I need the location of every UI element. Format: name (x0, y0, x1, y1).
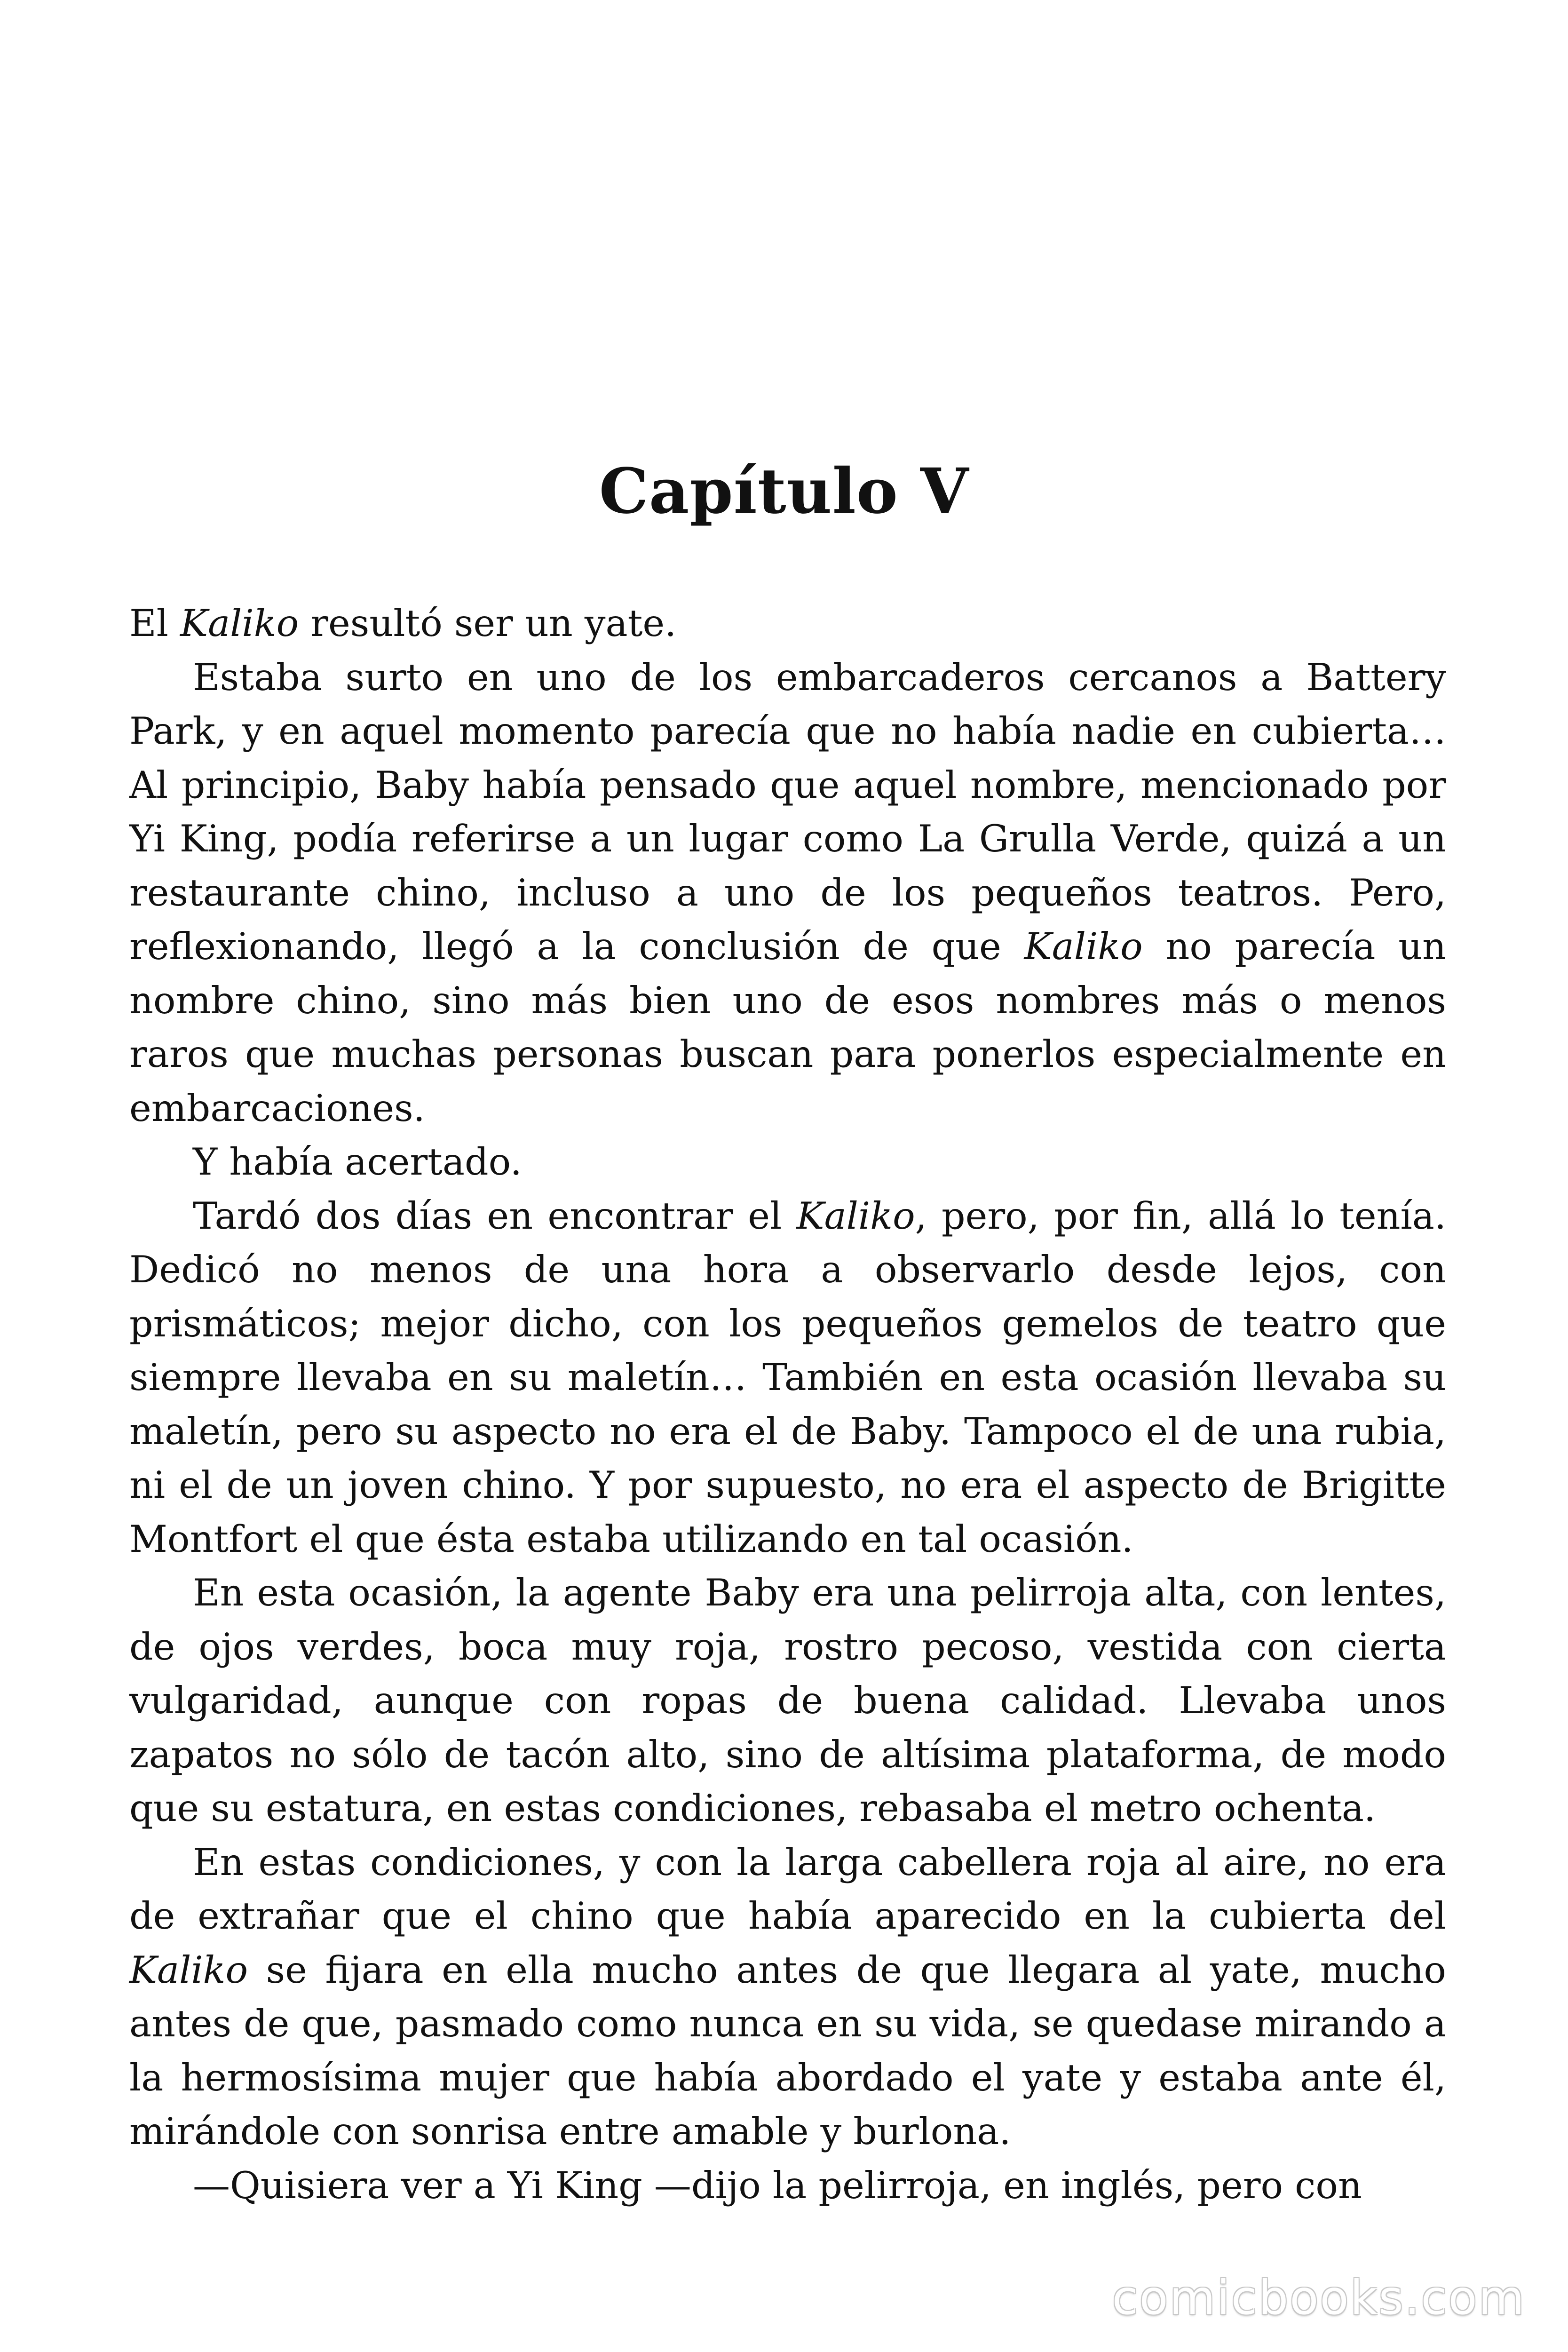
paragraph-text: En estas condiciones, y con la larga cabellera roja al aire, no era de extrañar que el chino que había aparecido en la cubierta del (129, 1840, 1446, 1938)
paragraph-text: no parecía un nombre chino, sino más bien uno de esos nombres más o menos raros que muchas personas buscan para ponerlos especialmente en embarcaciones. (129, 925, 1446, 1130)
paragraph (129, 1189, 1446, 1566)
paragraph-text: resultó ser un yate. (299, 602, 677, 645)
paragraph (129, 596, 1446, 651)
paragraph (129, 651, 1446, 1136)
chapter-title: Capítulo V (599, 455, 969, 528)
paragraph (129, 2159, 1446, 2213)
paragraph-text: se fijara en ella mucho antes de que llegara al yate, mucho antes de que, pasmado como nunca en su vida, se quedase mirando a la hermosísima mujer que había abordado el yate y estaba ante él, mirándole con sonrisa entre amable y burlona. (129, 1948, 1446, 2153)
chapter-body (129, 596, 1446, 2212)
paragraph-text: En esta ocasión, la agente Baby era una pelirroja alta, con lentes, de ojos verdes, boca muy roja, rostro pecoso, vestida con cierta vulgaridad, aunque con ropas de buena calidad. Llevaba unos zapatos no sólo de tacón alto, sino de altísima plataforma, de modo que su estatura, en estas condiciones, rebasaba el metro ochenta. (129, 1571, 1446, 1830)
paragraph (129, 1566, 1446, 1836)
paragraph (129, 1836, 1446, 2159)
italic-text: Kaliko (1024, 925, 1143, 968)
paragraph-text: Tardó dos días en encontrar el (193, 1194, 797, 1238)
paragraph-text: Y había acertado. (193, 1140, 522, 1184)
paragraph-text: El (129, 602, 181, 645)
paragraph-text: Estaba surto en uno de los embarcaderos cercanos a Battery Park, y en aquel momento parecía que no había nadie en cubierta… Al principio, Baby había pensado que aquel nombre, mencionado por Yi King, podía referirse a un lugar como La Grulla Verde, quizá a un restaurante chino, incluso a uno de los pequeños teatros. Pero, reflexionando, llegó a la conclusión de que (129, 655, 1446, 968)
watermark: comicbooks.com (1112, 2270, 1526, 2325)
italic-text: Kaliko (180, 602, 299, 645)
paragraph-text: —Quisiera ver a Yi King —dijo la pelirroja, en inglés, pero con (193, 2163, 1362, 2207)
italic-text: Kaliko (796, 1194, 915, 1238)
paragraph (129, 1135, 1446, 1189)
paragraph-text: , pero, por fin, allá lo tenía. Dedicó no menos de una hora a observarlo desde lejos, con prismáticos; mejor dicho, con los pequeños gemelos de teatro que siempre llevaba en su maletín… También en esta ocasión llevaba su maletín, pero su aspecto no era el de Baby. Tampoco el de una rubia, ni el de un joven chino. Y por supuesto, no era el aspecto de Brigitte Montfort el que ésta estaba utilizando en tal ocasión. (129, 1194, 1446, 1561)
italic-text: Kaliko (129, 1948, 248, 1992)
